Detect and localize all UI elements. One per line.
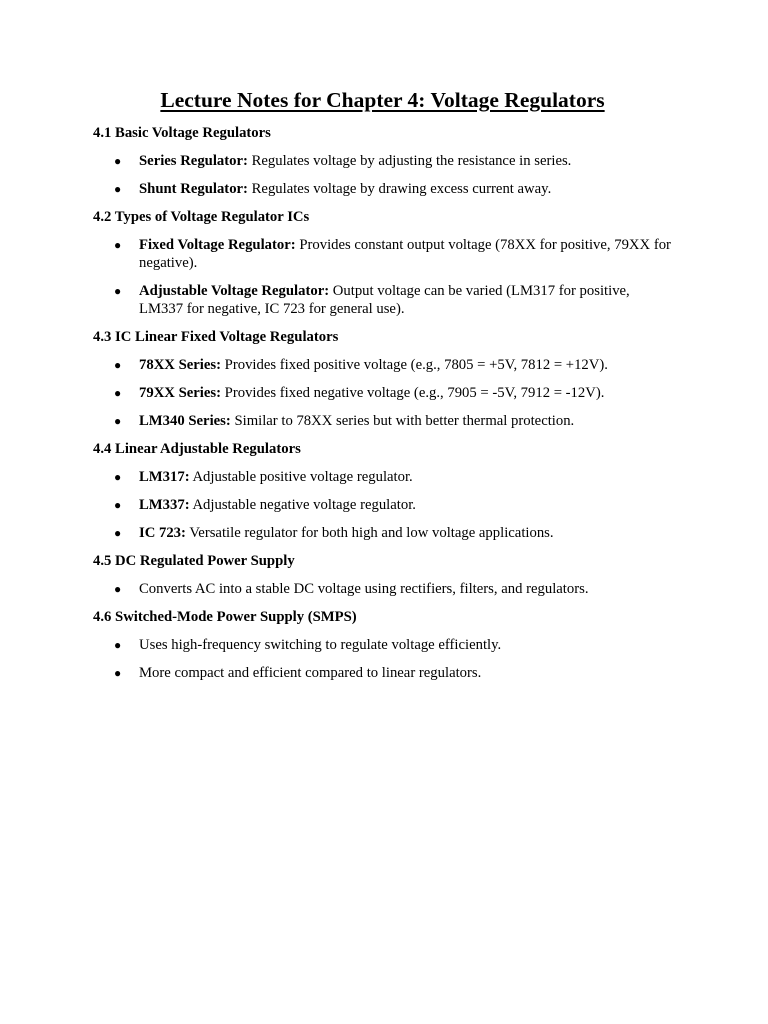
bullet-icon: ● (114, 638, 122, 652)
bullet-list (93, 580, 672, 598)
list-item-term: LM317: (139, 469, 190, 485)
list-item (93, 468, 672, 486)
list-item (93, 580, 672, 598)
list-item (93, 636, 672, 654)
bullet-icon: ● (114, 470, 122, 484)
list-item-text: Regulates voltage by adjusting the resistance in series. (247, 153, 572, 169)
section-heading: 4.3 IC Linear Fixed Voltage Regulators (93, 329, 339, 345)
section-4-4 (93, 440, 672, 542)
list-item-term: Fixed Voltage Regulator: (139, 237, 296, 253)
bullet-icon: ● (114, 284, 122, 298)
bullet-list (93, 636, 672, 682)
list-item (93, 524, 672, 542)
bullet-list (93, 468, 672, 542)
bullet-icon: ● (114, 526, 122, 540)
list-item (93, 664, 672, 682)
list-item-term: LM337: (139, 497, 190, 513)
list-item-term: LM340 Series: (139, 413, 231, 429)
list-item (93, 180, 672, 198)
list-item (93, 236, 672, 272)
bullet-icon: ● (114, 238, 122, 252)
list-item (93, 412, 672, 430)
list-item-text: Adjustable negative voltage regulator. (189, 497, 416, 513)
bullet-icon: ● (114, 498, 122, 512)
bullet-list (93, 152, 672, 198)
section-4-3 (93, 328, 672, 430)
bullet-icon: ● (114, 414, 122, 428)
bullet-icon: ● (114, 386, 122, 400)
list-item-text: Provides fixed positive voltage (e.g., 7805 = +5V, 7812 = +12V). (221, 357, 608, 373)
list-item-text: Similar to 78XX series but with better thermal protection. (230, 413, 575, 429)
bullet-icon: ● (114, 358, 122, 372)
list-item-term: Series Regulator: (139, 153, 248, 169)
bullet-icon: ● (114, 182, 122, 196)
list-item-term: Shunt Regulator: (139, 181, 248, 197)
list-item (93, 384, 672, 402)
bullet-list (93, 356, 672, 430)
list-item-term: Adjustable Voltage Regulator: (139, 283, 330, 299)
list-item (93, 496, 672, 514)
list-item (93, 282, 672, 318)
list-item-term: 79XX Series: (139, 385, 221, 401)
list-item-text: Versatile regulator for both high and low voltage applications. (185, 525, 554, 541)
section-heading: 4.6 Switched-Mode Power Supply (SMPS) (93, 609, 357, 625)
list-item-text: Output voltage can be varied (LM317 for positive, LM337 for negative, IC 723 for general use). (139, 283, 630, 317)
list-item-term: IC 723: (139, 525, 186, 541)
section-4-2 (93, 208, 672, 318)
list-item-term: 78XX Series: (139, 357, 221, 373)
list-item (93, 356, 672, 374)
list-item-text: Uses high-frequency switching to regulate voltage efficiently. (139, 637, 502, 653)
bullet-icon: ● (114, 154, 122, 168)
section-4-1 (93, 124, 672, 198)
section-heading: 4.4 Linear Adjustable Regulators (93, 441, 301, 457)
bullet-icon: ● (114, 582, 122, 596)
section-4-5 (93, 552, 672, 598)
section-heading: 4.1 Basic Voltage Regulators (93, 125, 271, 141)
list-item-text: More compact and efficient compared to linear regulators. (139, 665, 482, 681)
section-4-6 (93, 608, 672, 682)
list-item-text: Adjustable positive voltage regulator. (189, 469, 413, 485)
page-title: Lecture Notes for Chapter 4: Voltage Regulators (160, 88, 605, 112)
bullet-list (93, 236, 672, 318)
section-heading: 4.5 DC Regulated Power Supply (93, 553, 295, 569)
list-item-text: Converts AC into a stable DC voltage using rectifiers, filters, and regulators. (139, 581, 589, 597)
bullet-icon: ● (114, 666, 122, 680)
list-item-text: Regulates voltage by drawing excess current away. (247, 181, 552, 197)
list-item-text: Provides constant output voltage (78XX for positive, 79XX for negative). (139, 237, 671, 271)
list-item-text: Provides fixed negative voltage (e.g., 7905 = -5V, 7912 = -12V). (221, 385, 605, 401)
section-heading: 4.2 Types of Voltage Regulator ICs (93, 209, 310, 225)
list-item (93, 152, 672, 170)
